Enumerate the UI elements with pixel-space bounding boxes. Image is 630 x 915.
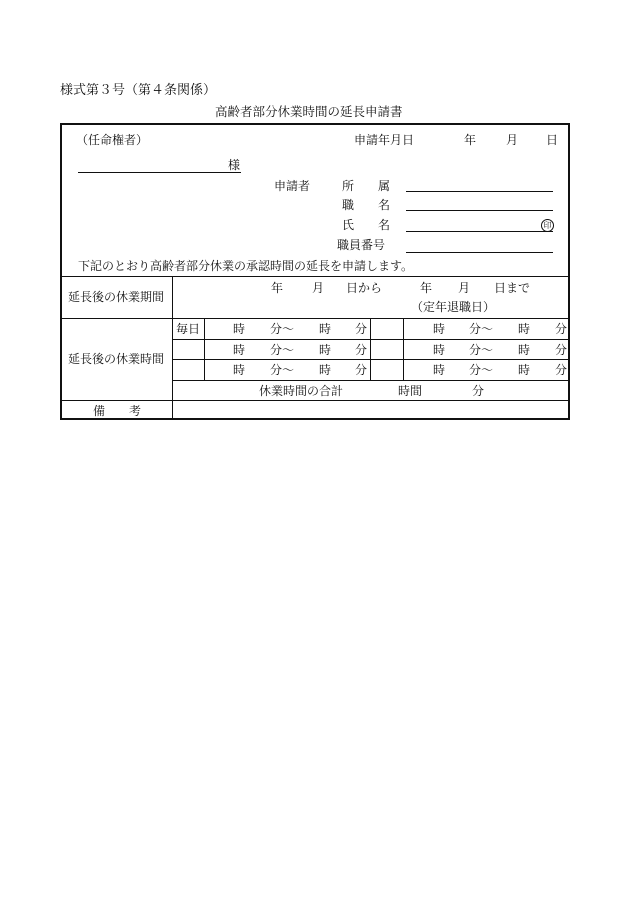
period-to-month: 月 [458,281,471,295]
request-statement: 下記のとおり高齢者部分休業の承認時間の延長を申請します。 [78,259,414,273]
staff-number-label: 職員番号 [337,238,386,252]
hours-row3-left-end-hour: 時 [319,363,332,377]
divider-period [60,318,570,319]
hours-row2-left-end-hour: 時 [319,343,332,357]
total-hours-label: 休業時間の合計 [259,384,344,398]
application-date-label: 申請年月日 [354,133,415,147]
hours-row3-right-end-hour: 時 [518,363,531,377]
staff-number-field[interactable] [406,252,553,253]
hours-row3-right-end-min: 分 [555,363,568,377]
divider-hours-row3 [173,380,570,381]
hours-row2-left-start-min: 分〜 [270,343,295,357]
hours-row1-left-end-min: 分 [355,322,368,336]
period-from-month: 月 [312,281,325,295]
period-from-day: 日から [346,281,383,295]
divider-mid-right [403,318,404,380]
period-label: 延長後の休業期間 [68,290,165,304]
date-year: 年 [464,133,477,147]
hours-row1-right-start-min: 分〜 [469,322,494,336]
divider-total [60,400,570,401]
everyday-label: 毎日 [176,322,201,336]
period-to-year: 年 [420,281,433,295]
hours-row3-left-start-min: 分〜 [270,363,295,377]
hours-row1-right-end-hour: 時 [518,322,531,336]
date-day: 日 [546,133,559,147]
name-field[interactable] [406,231,553,232]
affiliation-label-2: 属 [378,179,391,193]
form-title: 高齢者部分休業時間の延長申請書 [215,104,403,119]
date-month: 月 [506,133,519,147]
period-from-year: 年 [271,281,284,295]
remarks-field[interactable] [174,402,568,418]
remarks-label-2: 考 [129,404,142,418]
appointer-name-line[interactable] [78,172,241,173]
hours-row3-left-end-min: 分 [355,363,368,377]
applicant-label: 申請者 [274,179,311,193]
hours-row2-right-end-min: 分 [555,343,568,357]
hours-row2-right-end-hour: 時 [518,343,531,357]
name-label-2: 名 [378,218,391,232]
divider-mid-left [370,318,371,380]
divider-label-column [172,276,173,420]
remarks-label-1: 備 [93,404,106,418]
hours-row3-right-start-hour: 時 [433,363,446,377]
hours-row3-right-start-min: 分〜 [469,363,494,377]
total-hours-unit: 時間 [398,384,423,398]
honorific: 様 [228,158,241,172]
divider-statement [60,276,570,277]
hours-row2-right-start-hour: 時 [433,343,446,357]
hours-row2-left-end-min: 分 [355,343,368,357]
hours-row1-right-start-hour: 時 [433,322,446,336]
position-label-2: 名 [378,198,391,212]
hours-row3-left-start-hour: 時 [233,363,246,377]
divider-hours-row1 [173,339,570,340]
appointer-label: （任命権者） [76,133,149,147]
total-minutes-unit: 分 [472,384,485,398]
divider-hours-row2 [173,359,570,360]
form-number: 様式第３号（第４条関係） [60,83,217,98]
affiliation-field[interactable] [406,191,553,192]
seal-mark: 印 [541,219,554,232]
hours-row1-left-start-hour: 時 [233,322,246,336]
position-label-1: 職 [342,198,355,212]
hours-label: 延長後の休業時間 [68,352,165,366]
hours-row1-left-start-min: 分〜 [270,322,295,336]
hours-row2-left-start-hour: 時 [233,343,246,357]
retirement-date-note: （定年退職日） [411,300,496,314]
position-field[interactable] [406,210,553,211]
affiliation-label-1: 所 [342,179,355,193]
divider-everyday-column [204,318,205,380]
period-to-day: 日まで [494,281,531,295]
hours-row2-right-start-min: 分〜 [469,343,494,357]
hours-row1-right-end-min: 分 [555,322,568,336]
hours-row1-left-end-hour: 時 [319,322,332,336]
name-label-1: 氏 [342,218,355,232]
